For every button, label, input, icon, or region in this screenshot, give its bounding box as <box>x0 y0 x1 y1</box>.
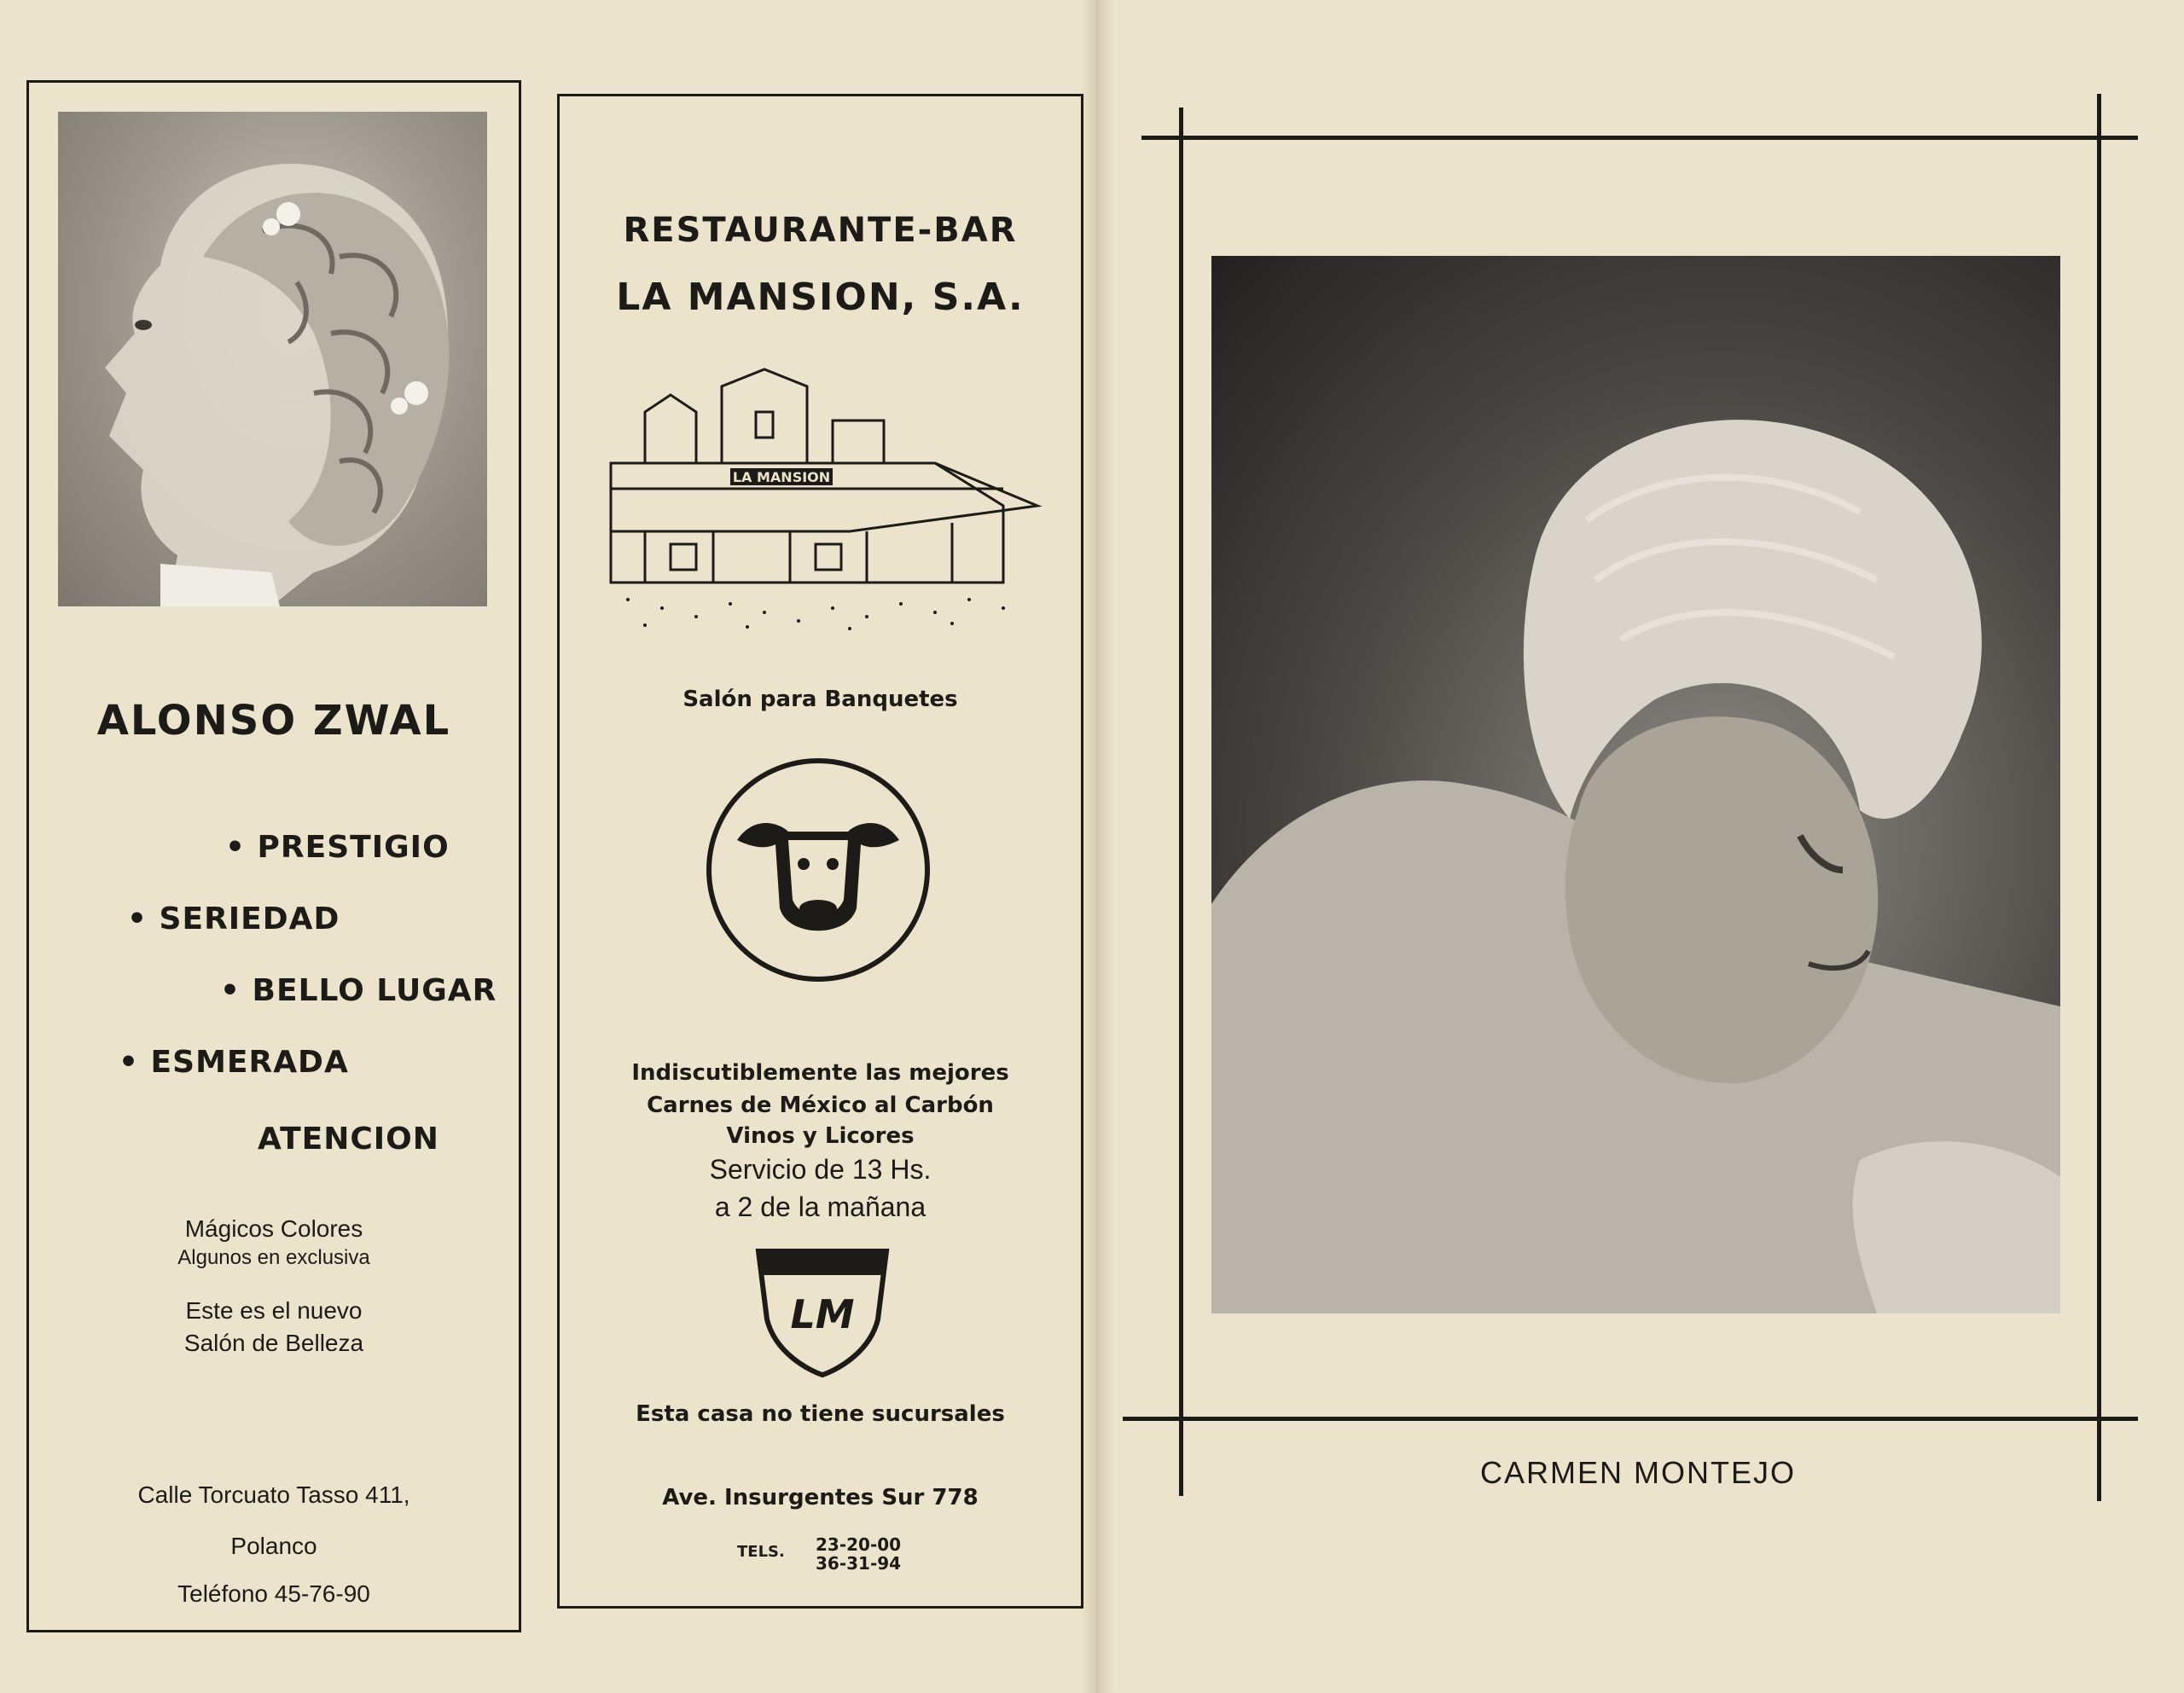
tels-label: TELS. <box>737 1543 785 1561</box>
feature-atencion: ATENCION <box>258 1122 439 1157</box>
new-salon-line-1: Este es el nuevo <box>185 1297 363 1324</box>
business-name: ALONSO ZWAL <box>96 697 451 745</box>
feature-esmerada: • ESMERADA <box>119 1045 349 1080</box>
lm-shield-logo-icon <box>750 1243 895 1379</box>
woman-profile-portrait-icon <box>58 112 487 606</box>
frame-line-left <box>1179 107 1183 1496</box>
tel-2: 36-31-94 <box>816 1553 902 1574</box>
district: Polanco <box>230 1533 317 1559</box>
frame-line-right <box>2097 94 2101 1501</box>
restaurant-name: LA MANSION, S.A. <box>616 275 1025 319</box>
hours-line-1: Servicio de 13 Hs. <box>709 1154 932 1185</box>
exclusive-line: Algunos en exclusiva <box>177 1246 370 1269</box>
feature-prestigio: • PRESTIGIO <box>225 830 450 865</box>
ad-alonso-zwal <box>26 80 521 1632</box>
restaurant-title: RESTAURANTE-BAR <box>623 211 1018 250</box>
new-salon-line-2: Salón de Belleza <box>183 1330 364 1356</box>
hours-line-2: a 2 de la mañana <box>714 1191 926 1222</box>
ad-la-mansion <box>557 94 1083 1609</box>
no-branches-line: Esta casa no tiene sucursales <box>636 1401 1005 1427</box>
building-sign: LA MANSION <box>732 469 831 485</box>
frame-line-bottom <box>1123 1417 2138 1421</box>
slogan-line-3: Vinos y Licores <box>726 1123 915 1149</box>
feature-seriedad: • SERIEDAD <box>127 902 340 936</box>
magic-colors-line: Mágicos Colores <box>184 1215 363 1242</box>
slogan-line-2: Carnes de México al Carbón <box>647 1093 994 1118</box>
woman-portrait-photo-icon <box>1211 256 2060 1313</box>
address: Calle Torcuato Tasso 411, <box>137 1481 410 1508</box>
banquets-line: Salón para Banquetes <box>682 687 958 712</box>
restaurant-building-drawing-icon <box>594 361 1046 634</box>
page-spine <box>1080 0 1114 1693</box>
frame-line-top <box>1141 136 2138 140</box>
bull-head-logo-icon <box>703 755 933 985</box>
tel-1: 23-20-00 <box>816 1534 902 1555</box>
shield-text: LM <box>790 1291 855 1337</box>
address: Ave. Insurgentes Sur 778 <box>662 1485 979 1510</box>
slogan-line-1: Indiscutiblemente las mejores <box>631 1060 1009 1086</box>
photo-caption: CARMEN MONTEJO <box>1480 1455 1796 1490</box>
feature-bello-lugar: • BELLO LUGAR <box>220 973 497 1008</box>
phone: Teléfono 45-76-90 <box>177 1580 370 1607</box>
